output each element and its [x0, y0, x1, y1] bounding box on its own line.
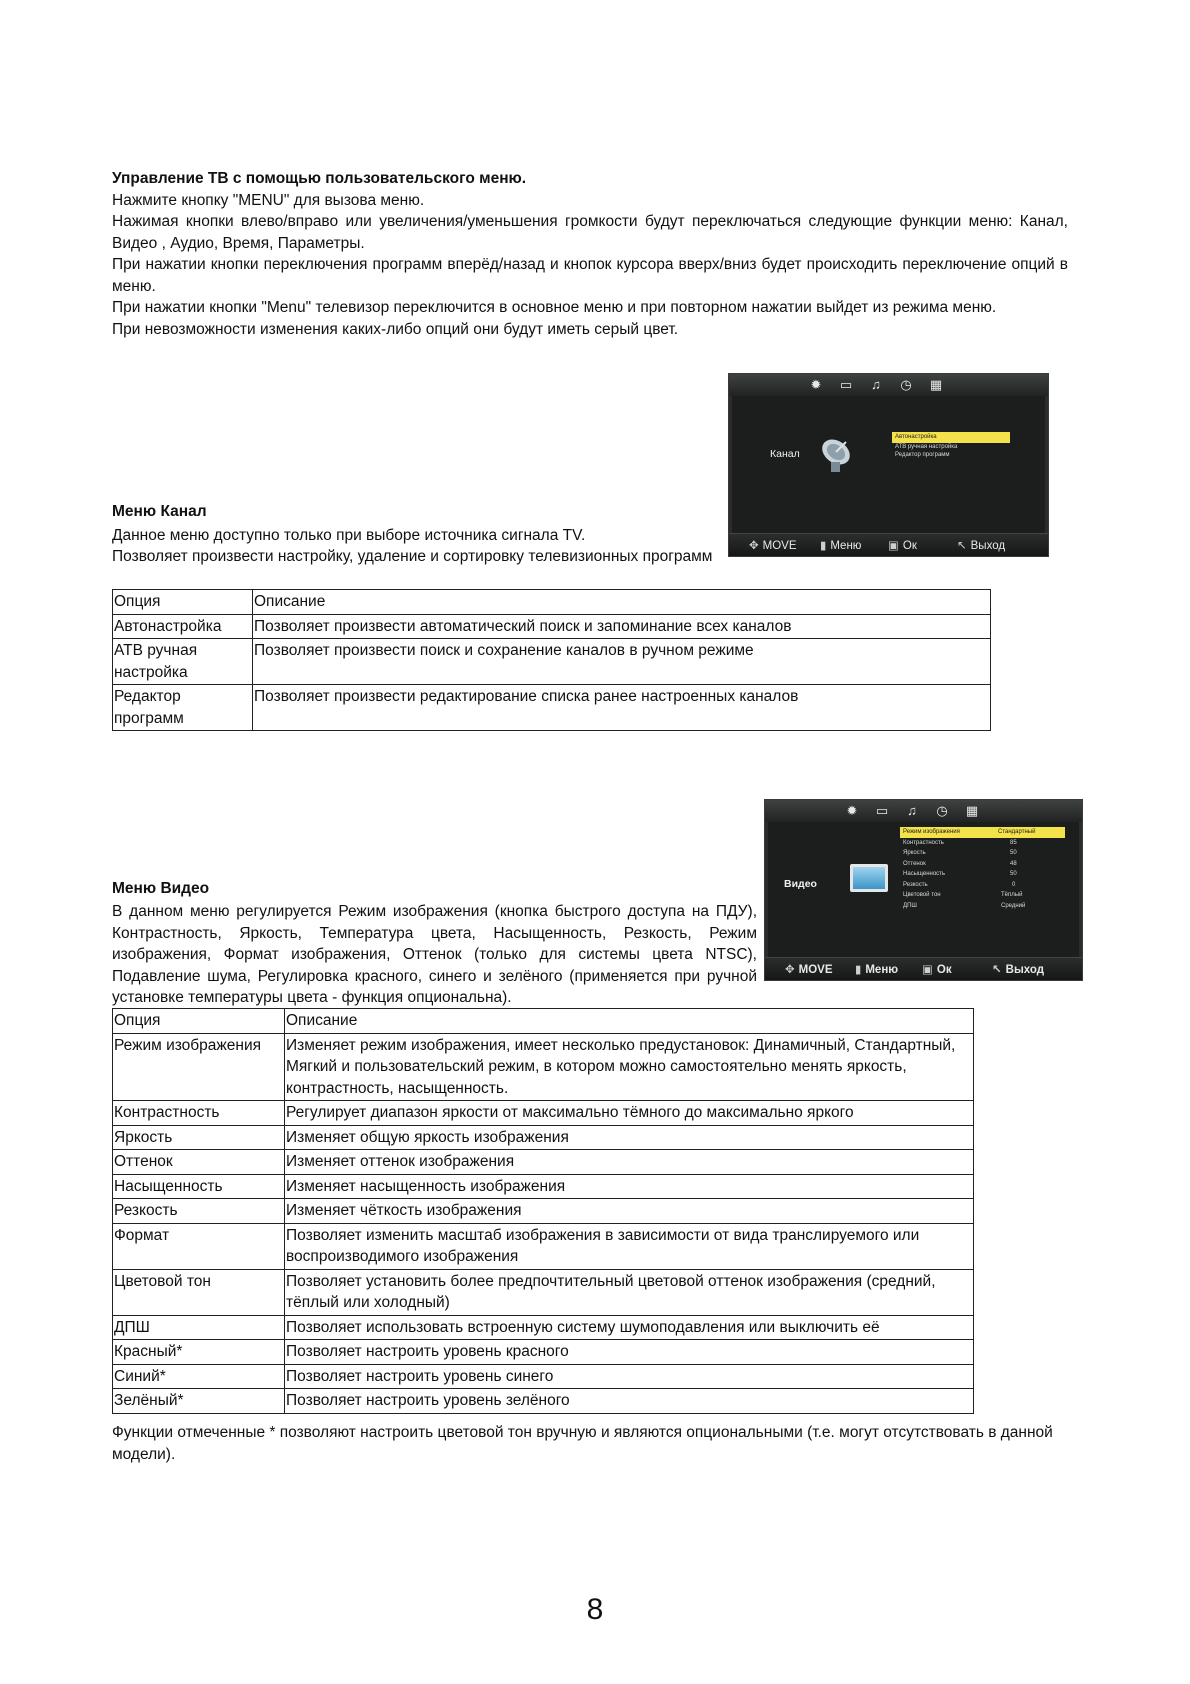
- video-section-title: Меню Видео: [112, 880, 210, 897]
- table-row: [113, 1199, 974, 1224]
- option-cell: Красный*: [113, 1340, 285, 1365]
- option-cell: ДПШ: [113, 1315, 285, 1340]
- move-arrows-icon: ✥: [749, 540, 759, 552]
- option-cell: Формат: [113, 1223, 285, 1269]
- tv-menu-item[interactable]: Цветовой тон Тёплый: [903, 892, 1023, 898]
- menu-icon: ▮: [820, 540, 827, 552]
- footer-menu: Меню: [865, 964, 899, 976]
- description-cell: Изменяет чёткость изображения: [285, 1199, 974, 1224]
- monitor-icon: ▭: [839, 377, 853, 392]
- table-header-cell: Описание: [285, 1009, 974, 1034]
- tv-menu-item[interactable]: Редактор программ: [895, 451, 950, 458]
- table-header-cell: Описание: [253, 590, 991, 615]
- tv-menu-item[interactable]: Насыщенность 50: [903, 871, 1017, 877]
- option-cell: Автонастройка: [113, 614, 253, 639]
- tv-tab-bar: [765, 800, 1082, 822]
- table-row: [113, 1125, 974, 1150]
- tv-menu-label: Видео: [784, 878, 817, 890]
- option-cell: Резкость: [113, 1199, 285, 1224]
- intro-line: Нажмите кнопку "MENU" для вызова меню.: [112, 191, 425, 209]
- footer-move: MOVE: [762, 540, 797, 552]
- option-cell: Яркость: [113, 1125, 285, 1150]
- exit-icon: ↖: [992, 964, 1002, 976]
- description-cell: Позволяет использовать встроенную систему шумоподавления или выключить её: [285, 1315, 974, 1340]
- exit-icon: ↖: [957, 540, 967, 552]
- footer-move: MOVE: [798, 964, 833, 976]
- tv-menu-item[interactable]: ДПШ Средний: [903, 902, 1026, 909]
- table-header-cell: Опция: [113, 590, 253, 615]
- music-note-icon: ♫: [907, 803, 917, 818]
- description-cell: Изменяет общую яркость изображения: [285, 1125, 974, 1150]
- table-header-row: [113, 1009, 974, 1034]
- footer-exit: Выход: [1005, 964, 1045, 976]
- option-cell: Зелёный*: [113, 1389, 285, 1414]
- description-cell: Изменяет оттенок изображения: [285, 1150, 974, 1175]
- tv-menu-list: [900, 827, 1065, 911]
- channel-desc: Позволяет произвести настройку, удаление и сортировку телевизионных программ: [112, 548, 713, 565]
- gear-icon: ✹: [810, 377, 822, 392]
- option-cell: Насыщенность: [113, 1174, 285, 1199]
- description-cell: Позволяет изменить масштаб изображения в зависимости от вида транслируемого или воспроизводимого изображения: [285, 1223, 974, 1269]
- description-cell: Регулирует диапазон яркости от максимально тёмного до максимально яркого: [285, 1101, 974, 1126]
- table-row: [113, 1364, 974, 1389]
- tv-menu-list: [892, 432, 1010, 459]
- option-cell: Оттенок: [113, 1150, 285, 1175]
- option-cell: Синий*: [113, 1364, 285, 1389]
- channel-menu-screenshot: [728, 373, 1049, 557]
- tv-menu-item[interactable]: АТВ ручная настройка: [895, 443, 958, 450]
- tv-menu-item[interactable]: Автонастройка: [892, 432, 1010, 443]
- footer-ok: Ок: [902, 540, 917, 552]
- tv-tab-bar: [729, 374, 1048, 396]
- music-note-icon: ♫: [871, 377, 881, 392]
- table-row: [113, 639, 991, 685]
- satellite-dish-icon: [817, 434, 855, 474]
- grid-icon: ▦: [929, 377, 943, 392]
- description-cell: Позволяет настроить уровень красного: [285, 1340, 974, 1365]
- tv-menu-item[interactable]: Контрастность 85: [903, 839, 1017, 846]
- table-row: [113, 1269, 974, 1315]
- table-row: [113, 685, 991, 731]
- intro-section: [112, 168, 1068, 340]
- table-row: [113, 1315, 974, 1340]
- tv-menu-item[interactable]: Резкость 0: [903, 881, 1016, 888]
- gear-icon: ✹: [846, 803, 858, 818]
- description-cell: Изменяет режим изображения, имеет несколько предустановок: Динамичный, Стандартный, Мягкий и пользовательский режим, в котором можно самостоятельно менять яркость, контрастность, насыщенность.: [285, 1033, 974, 1101]
- tv-menu-item[interactable]: Режим изображения Стандартный: [900, 827, 1065, 838]
- option-cell: Цветовой тон: [113, 1269, 285, 1315]
- description-cell: Позволяет настроить уровень синего: [285, 1364, 974, 1389]
- clock-icon: ◷: [936, 803, 948, 818]
- option-cell: Контрастность: [113, 1101, 285, 1126]
- monitor-icon: [850, 864, 888, 892]
- ok-icon: ▣: [888, 540, 899, 552]
- grid-icon: ▦: [965, 803, 979, 818]
- option-cell: Редактор программ: [113, 685, 253, 731]
- intro-title: Управление ТВ с помощью пользовательского меню.: [112, 170, 527, 187]
- channel-options-table: [112, 589, 991, 731]
- monitor-icon: ▭: [875, 803, 889, 818]
- intro-line: При нажатии кнопки "Menu" телевизор переключится в основное меню и при повторном нажатии выйдет из режима меню.: [112, 299, 997, 316]
- option-cell: АТВ ручная настройка: [113, 639, 253, 685]
- description-cell: Позволяет произвести поиск и сохранение каналов в ручном режиме: [253, 639, 991, 685]
- description-cell: Позволяет установить более предпочтительный цветовой оттенок изображения (средний, тёплый или холодный): [285, 1269, 974, 1315]
- move-arrows-icon: ✥: [785, 964, 795, 976]
- clock-icon: ◷: [900, 377, 912, 392]
- table-header-row: [113, 590, 991, 615]
- tv-menu-label: Канал: [770, 448, 800, 460]
- table-row: [113, 1033, 974, 1101]
- ok-icon: ▣: [922, 964, 933, 976]
- footnote: Функции отмеченные * позволяют настроить цветовой тон вручную и являются опциональными (т.е. могут отсутствовать в данной модели).: [112, 1424, 1053, 1463]
- tv-menu-item[interactable]: Яркость 50: [903, 850, 1017, 856]
- table-row: [113, 614, 991, 639]
- tv-menu-item[interactable]: Оттенок 48: [903, 860, 1017, 867]
- footer-exit: Выход: [970, 540, 1006, 552]
- video-menu-screenshot: [764, 799, 1083, 981]
- description-cell: Позволяет произвести редактирование списка ранее настроенных каналов: [253, 685, 991, 731]
- footer-ok: Ок: [936, 964, 952, 976]
- channel-section-title: Меню Канал: [112, 503, 207, 520]
- intro-line: При невозможности изменения каких-либо опций они будут иметь серый цвет.: [112, 320, 679, 338]
- channel-desc: Данное меню доступно только при выборе источника сигнала TV.: [112, 527, 586, 544]
- video-desc: В данном меню регулируется Режим изображения (кнопка быстрого доступа на ПДУ), Контрастность, Яркость, Температура цвета, Насыщенность, Резкость, Режим изображения, Формат изображения, Оттенок (только для системы цвета NTSC), Подавление шума, Регулировка красного, синего и зелёного (применяется при ручной установке температуры цвета - функция опциональна).: [112, 903, 757, 1006]
- video-options-table: [112, 1008, 974, 1414]
- intro-line: Нажимая кнопки влево/вправо или увеличения/уменьшения громкости будут переключаться следующие функции меню: Канал, Видео , Аудио, Время, Параметры.: [112, 213, 1068, 252]
- table-row: [113, 1223, 974, 1269]
- table-row: [113, 1389, 974, 1414]
- table-row: [113, 1150, 974, 1175]
- footer-menu: Меню: [830, 540, 862, 552]
- tv-footer-bar: [765, 957, 1082, 980]
- option-cell: Режим изображения: [113, 1033, 285, 1101]
- menu-icon: ▮: [855, 964, 862, 976]
- table-row: [113, 1340, 974, 1365]
- page-number: 8: [586, 1593, 604, 1626]
- intro-line: При нажатии кнопки переключения программ вперёд/назад и кнопок курсора вверх/вниз будет происходить переключение опций в меню.: [112, 256, 1068, 295]
- table-header-cell: Опция: [113, 1009, 285, 1034]
- description-cell: Изменяет насыщенность изображения: [285, 1174, 974, 1199]
- table-row: [113, 1174, 974, 1199]
- description-cell: Позволяет произвести автоматический поиск и запоминание всех каналов: [253, 614, 991, 639]
- description-cell: Позволяет настроить уровень зелёного: [285, 1389, 974, 1414]
- table-row: [113, 1101, 974, 1126]
- tv-footer-bar: [729, 533, 1048, 556]
